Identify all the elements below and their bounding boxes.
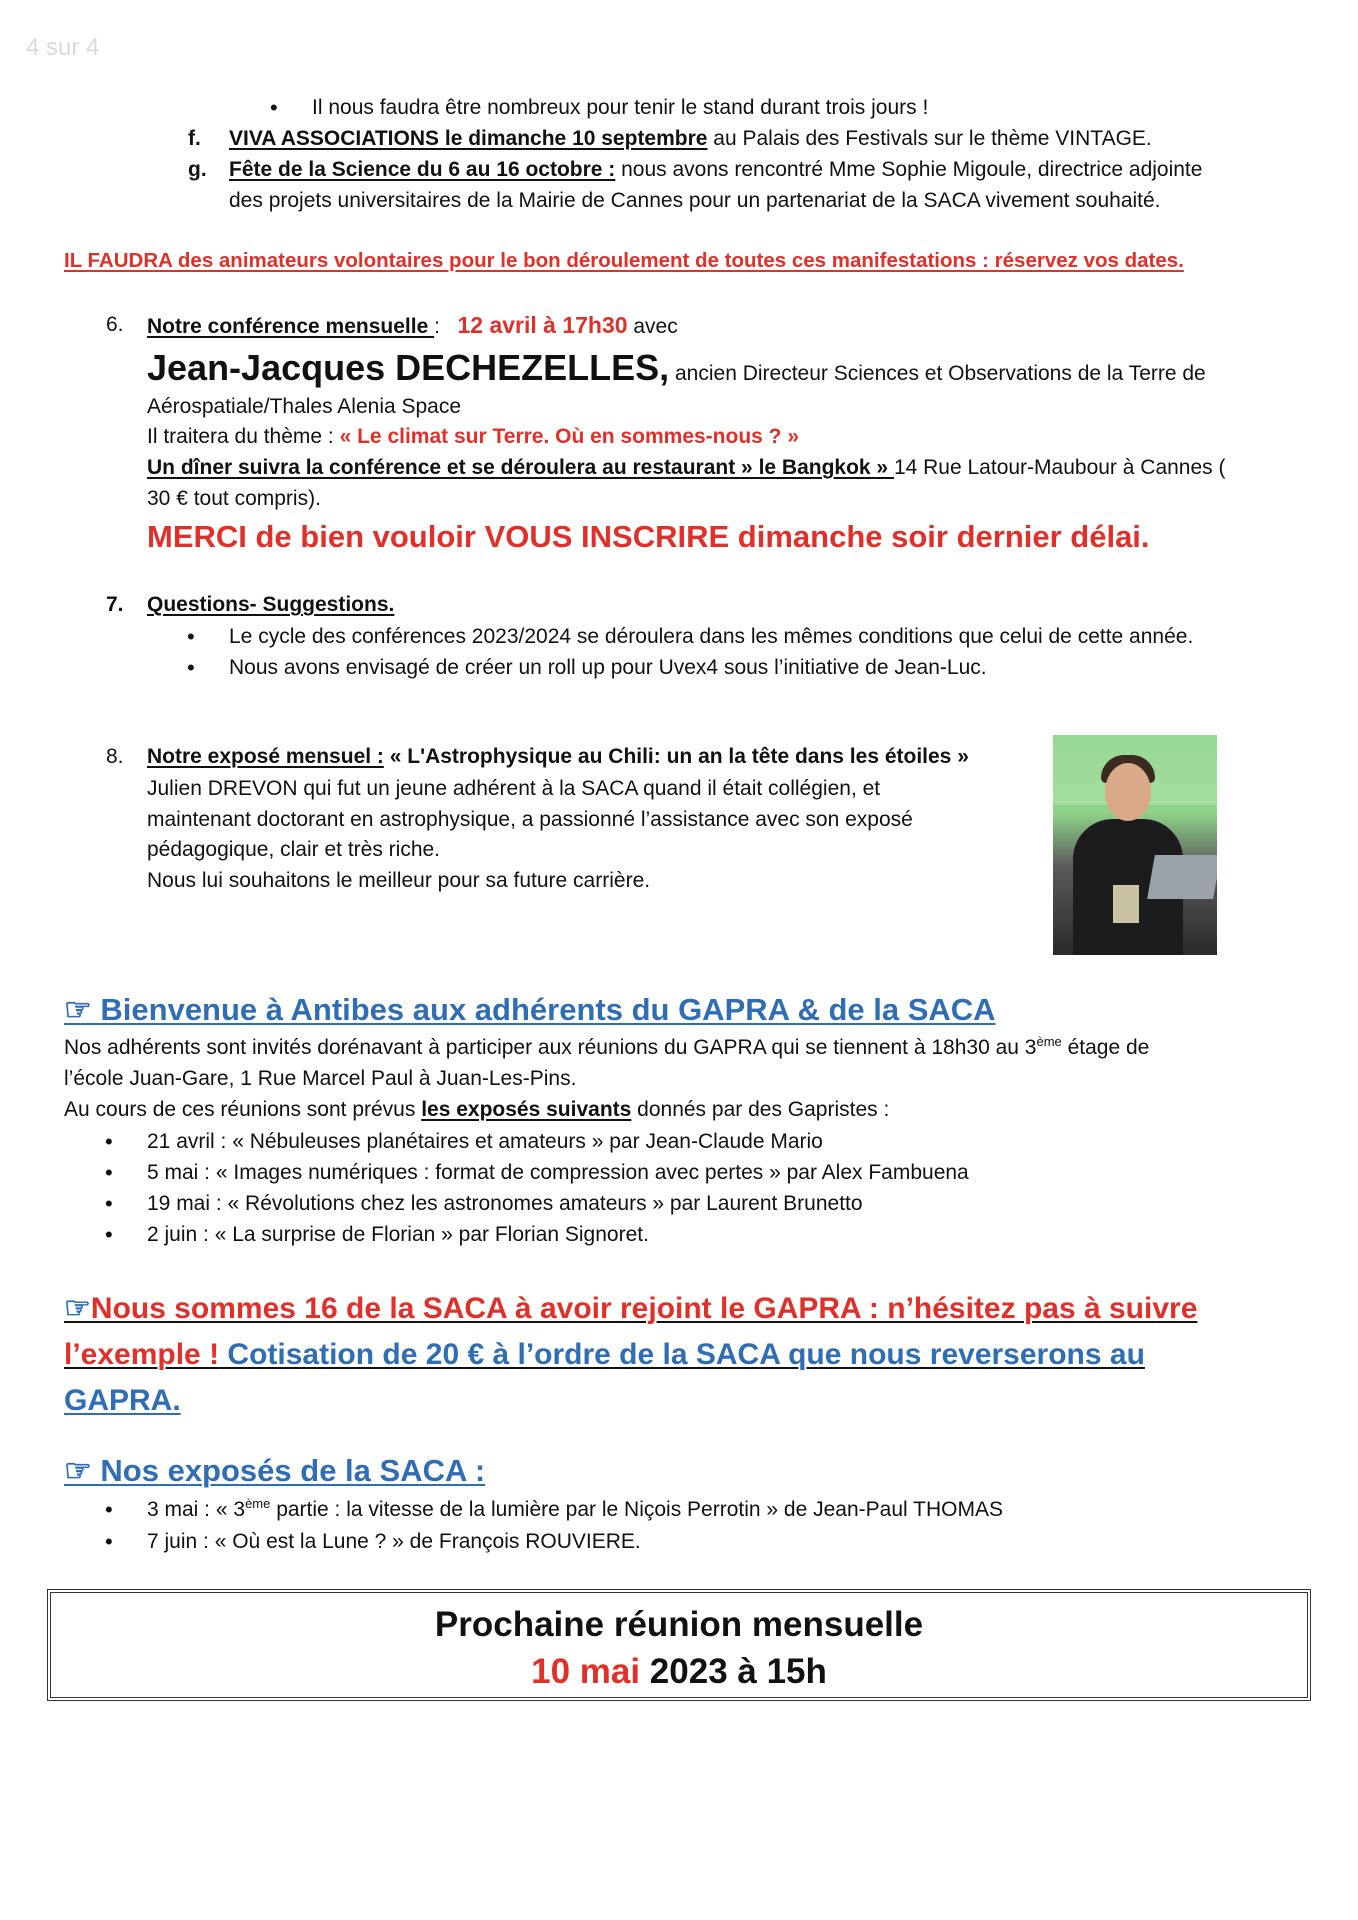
section-8-heading	[147, 742, 969, 772]
item-f-letter: f.	[188, 127, 201, 150]
item-g-title: Fête de la Science du 6 au 16 octobre :	[229, 158, 616, 181]
speaker-name: Jean-Jacques DECHEZELLES,	[147, 347, 670, 388]
section-8-line-3: pédagogique, clair et très riche.	[147, 838, 441, 861]
theme-line	[147, 422, 799, 452]
section-8-label: Notre exposé mensuel :	[147, 745, 384, 768]
saca-talk-1a: 3 mai : « 3	[147, 1498, 246, 1521]
gapra-line-3	[64, 1095, 889, 1125]
saca-talk-1b: partie : la vitesse de la lumière par le Niçois Perrotin » de Jean-Paul THOMAS	[270, 1498, 1003, 1521]
joined-text-red-2: l’exemple !	[64, 1338, 220, 1371]
joined-line-1	[64, 1286, 1197, 1332]
register-notice: MERCI de bien vouloir VOUS INSCRIRE dimanche soir dernier délai.	[147, 519, 1150, 554]
joined-line-3: GAPRA.	[64, 1384, 181, 1417]
next-meeting-title: Prochaine réunion mensuelle	[434, 1605, 924, 1644]
next-meeting-date	[51, 1650, 1307, 1694]
gapra-talk-3: • 19 mai : « Révolutions chez les astronomes amateurs » par Laurent Brunetto	[147, 1189, 863, 1219]
gapra-line-1-sup: ème	[1036, 1034, 1062, 1049]
next-meeting-year-time: 2023 à 15h	[640, 1652, 827, 1691]
conference-date: 12 avril à 17h30	[457, 312, 628, 338]
volunteers-notice: IL FAUDRA des animateurs volontaires pour le bon déroulement de toutes ces manifestations : réservez vos dates.	[64, 249, 1184, 272]
gapra-talk-2: • 5 mai : « Images numériques : format de compression avec pertes » par Alex Fambuena	[147, 1158, 969, 1188]
speaker-role-line2: Aérospatiale/Thales Alenia Space	[147, 395, 462, 418]
speaker-role: ancien Directeur Sciences et Observations de la Terre de	[669, 362, 1206, 385]
section-8-line-4: Nous lui souhaitons le meilleur pour sa future carrière.	[147, 869, 651, 892]
section-6-label: Notre conférence mensuelle	[147, 315, 435, 338]
conference-avec: avec	[627, 315, 678, 338]
saca-talk-2: • 7 juin : « Où est la Lune ? » de François ROUVIERE.	[147, 1527, 641, 1557]
gapra-talk-4: • 2 juin : « La surprise de Florian » par Florian Signoret.	[147, 1220, 649, 1250]
cotisation-text: Cotisation de 20 € à l’ordre de la SACA que nous reverserons au	[219, 1338, 1145, 1371]
section-7-heading: Questions- Suggestions.	[147, 593, 395, 616]
dinner-address: 14 Rue Latour-Maubour à Cannes (	[893, 456, 1226, 479]
dinner-price: 30 € tout compris).	[147, 487, 321, 510]
speaker-line	[147, 346, 1206, 390]
section-8-number: 8.	[106, 745, 124, 768]
joined-text-red: Nous sommes 16 de la SACA à avoir rejoint le GAPRA : n’hésitez pas à suivre	[90, 1292, 1198, 1325]
gapra-line-3b: donnés par des Gapristes :	[631, 1098, 890, 1121]
item-g-letter: g.	[188, 158, 207, 181]
dinner-line	[147, 453, 1225, 483]
section-8-line-1: Julien DREVON qui fut un jeune adhérent à la SACA quand il était collégien, et	[147, 777, 881, 800]
section-8-title: « L'Astrophysique au Chili: un an la tête dans les étoiles »	[383, 745, 969, 768]
saca-talk-1-sup: ème	[245, 1496, 271, 1511]
gapra-line-1b: étage de	[1061, 1036, 1150, 1059]
next-meeting-box	[47, 1589, 1311, 1701]
stand-bullet: • Il nous faudra être nombreux pour tenir le stand durant trois jours !	[312, 93, 928, 123]
question-bullet-2: • Nous avons envisagé de créer un roll up pour Uvex4 sous l’initiative de Jean-Luc.	[229, 653, 987, 683]
joined-line-2	[64, 1332, 1145, 1378]
item-g-text: nous avons rencontré Mme Sophie Migoule, directrice adjointe	[615, 158, 1203, 181]
item-g	[229, 155, 1202, 185]
gapra-heading: ☞ Bienvenue à Antibes aux adhérents du GAPRA & de la SACA	[64, 992, 996, 1027]
saca-talk-1	[147, 1495, 1003, 1525]
saca-talks-heading: ☞ Nos exposés de la SACA :	[64, 1453, 486, 1488]
gapra-talk-1: • 21 avril : « Nébuleuses planétaires et amateurs » par Jean-Claude Mario	[147, 1127, 823, 1157]
dinner-info: Un dîner suivra la conférence et se déroulera au restaurant » le Bangkok »	[147, 456, 894, 479]
gapra-line-1a: Nos adhérents sont invités dorénavant à participer aux réunions du GAPRA qui se tiennent à 18h30 au 3	[64, 1036, 1037, 1059]
section-8-line-2: maintenant doctorant en astrophysique, a passionné l’assistance avec son exposé	[147, 808, 913, 831]
gapra-line-1	[64, 1033, 1149, 1063]
item-f-title: VIVA ASSOCIATIONS le dimanche 10 septembre	[229, 127, 708, 150]
item-f	[229, 124, 1152, 154]
gapra-line-2: l’école Juan-Gare, 1 Rue Marcel Paul à Juan-Les-Pins.	[64, 1067, 577, 1090]
gapra-line-3a: Au cours de ces réunions sont prévus	[64, 1098, 422, 1121]
section-6-number: 6.	[106, 313, 124, 336]
pointing-hand-icon: ☞	[64, 1292, 91, 1325]
gapra-talks-link: les exposés suivants	[421, 1098, 632, 1121]
section-6-colon: :	[434, 315, 440, 338]
section-7-number: 7.	[106, 593, 124, 616]
item-f-text: au Palais des Festivals sur le thème VINTAGE.	[707, 127, 1152, 150]
speaker-photo	[1053, 735, 1217, 955]
conference-theme: « Le climat sur Terre. Où en sommes-nous ? »	[339, 425, 800, 448]
section-6-heading	[147, 310, 678, 342]
question-bullet-1: • Le cycle des conférences 2023/2024 se déroulera dans les mêmes conditions que celui de cette année.	[229, 622, 1193, 652]
theme-intro: Il traitera du thème :	[147, 425, 340, 448]
page-counter: 4 sur 4	[26, 34, 100, 61]
item-g-line2: des projets universitaires de la Mairie de Cannes pour un partenariat de la SACA vivement souhaité.	[229, 189, 1161, 212]
next-meeting-day: 10 mai	[531, 1652, 641, 1691]
